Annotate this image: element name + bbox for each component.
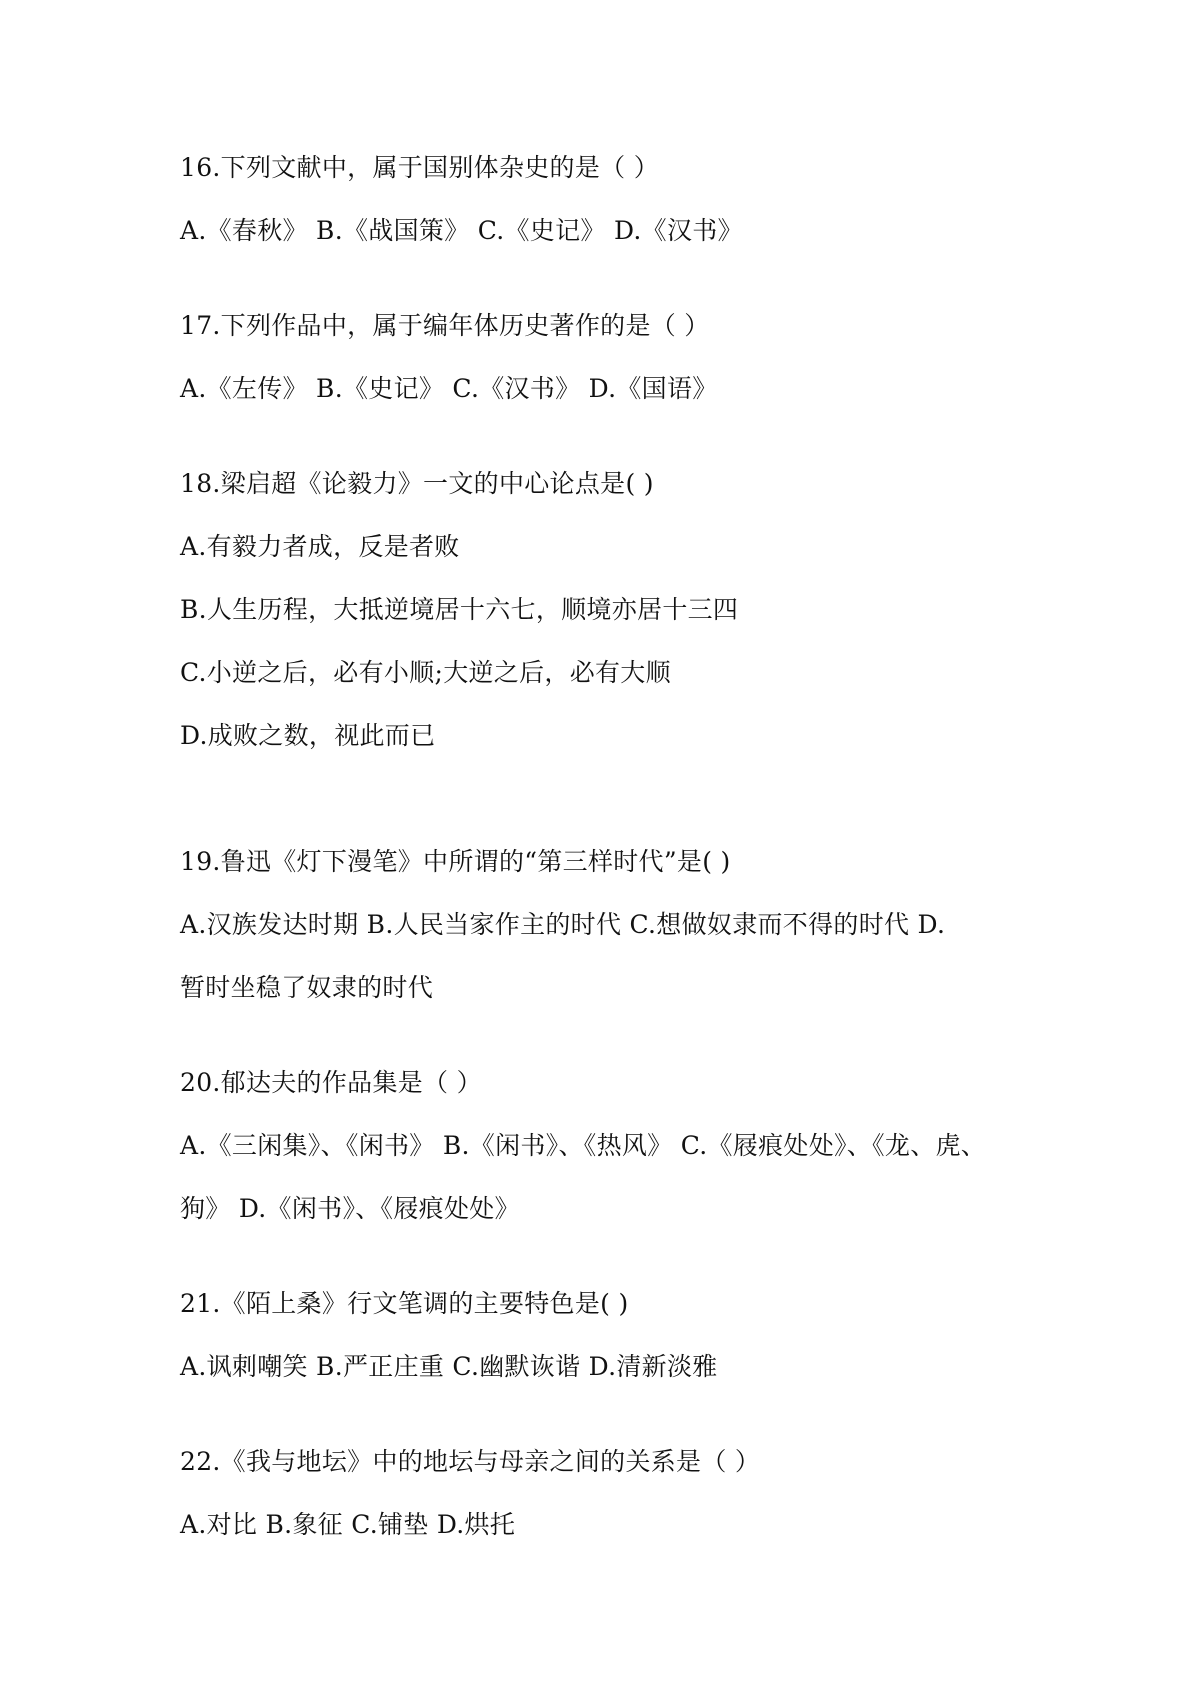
- question-19-options-line-1: A.汉族发达时期 B.人民当家作主的时代 C.想做奴隶而不得的时代 D.: [180, 910, 946, 939]
- question-18-option-c: C.小逆之后，必有小顺;大逆之后，必有大顺: [180, 658, 671, 687]
- question-20-options-line-2: 狗》 D.《闲书》、《屐痕处处》: [180, 1194, 520, 1223]
- question-18-option-a: A.有毅力者成，反是者败: [180, 532, 460, 561]
- question-18-stem: 18.梁启超《论毅力》一文的中心论点是( ): [180, 469, 654, 498]
- question-21-options: A.讽刺嘲笑 B.严正庄重 C.幽默诙谐 D.清新淡雅: [180, 1352, 718, 1381]
- question-19-stem: 19.鲁迅《灯下漫笔》中所谓的“第三样时代”是( ): [180, 847, 731, 876]
- question-20-stem: 20.郁达夫的作品集是（ ）: [180, 1068, 482, 1097]
- question-22-options: A.对比 B.象征 C.铺垫 D.烘托: [180, 1510, 516, 1539]
- question-17-stem: 17.下列作品中，属于编年体历史著作的是（ ）: [180, 311, 710, 340]
- question-17-options: A.《左传》 B.《史记》 C.《汉书》 D.《国语》: [180, 374, 718, 403]
- question-16-stem: 16.下列文献中，属于国别体杂史的是（ ）: [180, 153, 660, 182]
- question-22-stem: 22.《我与地坛》中的地坛与母亲之间的关系是（ ）: [180, 1447, 761, 1476]
- question-19-options-line-2: 暂时坐稳了奴隶的时代: [180, 973, 434, 1002]
- question-18-option-b: B.人生历程，大抵逆境居十六七，顺境亦居十三四: [180, 595, 739, 624]
- question-18-option-d: D.成败之数，视此而已: [180, 721, 436, 750]
- question-16-options: A.《春秋》 B.《战国策》 C.《史记》 D.《汉书》: [180, 216, 743, 245]
- question-21-stem: 21.《陌上桑》行文笔调的主要特色是( ): [180, 1289, 629, 1318]
- question-20-options-line-1: A.《三闲集》、《闲书》 B.《闲书》、《热风》 C.《屐痕处处》、《龙、虎、: [180, 1131, 987, 1160]
